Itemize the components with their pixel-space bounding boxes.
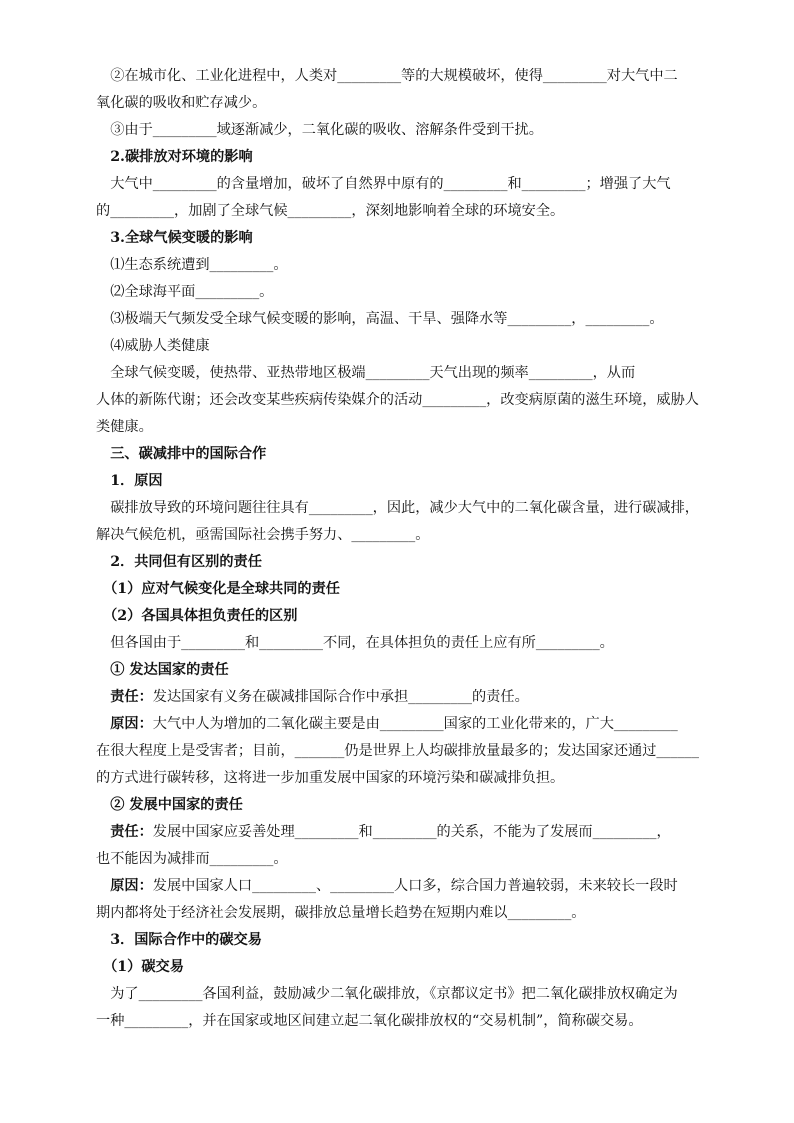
paragraph-line: 解决气候危机，亟需国际社会携手努力、_________。 bbox=[96, 527, 430, 543]
inline-label: 原因： bbox=[110, 716, 153, 732]
paragraph-line: 人体的新陈代谢；还会改变某些疾病传染媒介的活动_________，改变病原菌的滋生环境，威胁人 bbox=[96, 392, 699, 408]
inline-label: 原因： bbox=[110, 878, 153, 894]
paragraph-line: 但各国由于_________和_________不同，在具体担负的责任上应有所_________。 bbox=[96, 635, 614, 651]
paragraph-line: 全球气候变暖，使热带、亚热带地区极端_________天气出现的频率_________，从而 bbox=[96, 365, 636, 381]
line-indent bbox=[96, 716, 110, 732]
section-heading: 2.碳排放对环境的影响 bbox=[96, 149, 253, 165]
section-heading: 3．国际合作中的碳交易 bbox=[96, 932, 262, 948]
paragraph-line: ②在城市化、工业化进程中，人类对_________等的大规模破坏，使得_________对大气中二 bbox=[96, 68, 678, 84]
paragraph-line: ⑷威胁人类健康 bbox=[96, 338, 210, 354]
paragraph-line: 也不能因为减排而_________。 bbox=[96, 851, 288, 867]
inline-label: 责任： bbox=[110, 689, 153, 705]
paragraph-line: ⑵全球海平面_________。 bbox=[96, 284, 274, 300]
paragraph-line: 一种_________，并在国家或地区间建立起二氧化碳排放权的“交易机制”，简称碳交易。 bbox=[96, 1013, 643, 1029]
paragraph-line bbox=[96, 714, 678, 734]
section-heading: 1．原因 bbox=[96, 473, 163, 489]
line-indent bbox=[96, 689, 110, 705]
section-heading: 2．共同但有区别的责任 bbox=[96, 554, 262, 570]
section-heading: 3.全球气候变暖的影响 bbox=[96, 230, 253, 246]
section-heading: ② 发展中国家的责任 bbox=[96, 797, 243, 813]
paragraph-line: ③由于_________域逐渐减少，二氧化碳的吸收、溶解条件受到干扰。 bbox=[96, 122, 543, 138]
line-text: 大气中人为增加的二氧化碳主要是由_________国家的工业化带来的，广大_________ bbox=[152, 716, 678, 732]
section-heading: 三、碳减排中的国际合作 bbox=[96, 446, 267, 462]
paragraph-line: 为了_________各国利益，鼓励减少二氧化碳排放，《京都议定书》把二氧化碳排放权确定为 bbox=[96, 986, 678, 1002]
line-text: 发展中国家应妥善处理_________和_________的关系，不能为了发展而_________， bbox=[152, 824, 671, 840]
line-text: 发展中国家人口_________、_________人口多，综合国力普遍较弱，未来较长一段时 bbox=[152, 878, 678, 894]
line-text: 发达国家有义务在碳减排国际合作中承担_________的责任。 bbox=[152, 689, 529, 705]
line-indent bbox=[96, 824, 110, 840]
line-indent bbox=[96, 878, 110, 894]
paragraph-line: 的_________，加剧了全球气候_________，深刻地影响着全球的环境安全。 bbox=[96, 203, 565, 219]
paragraph-line: 氧化碳的吸收和贮存减少。 bbox=[96, 95, 267, 111]
paragraph-line: 大气中_________的含量增加，破坏了自然界中原有的_________和_________；增强了大气 bbox=[96, 176, 671, 192]
paragraph-line: 在很大程度上是受害者；目前，_______仍是世界上人均碳排放量最多的；发达国家还通过______ bbox=[96, 743, 699, 759]
paragraph-line bbox=[96, 687, 529, 707]
inline-label: 责任： bbox=[110, 824, 153, 840]
paragraph-line: 期内都将处于经济社会发展期，碳排放总量增长趋势在短期内难以_________。 bbox=[96, 905, 586, 921]
paragraph-line: ⑶极端天气频发受全球气候变暖的影响，高温、干旱、强降水等_________，_________。 bbox=[96, 311, 664, 327]
paragraph-line: 的方式进行碳转移，这将进一步加重发展中国家的环境污染和碳减排负担。 bbox=[96, 770, 565, 786]
paragraph-line bbox=[96, 876, 678, 896]
paragraph-line: ⑴生态系统遭到_________。 bbox=[96, 257, 288, 273]
paragraph-line bbox=[96, 822, 671, 842]
section-heading: （2）各国具体担负责任的区别 bbox=[96, 608, 298, 624]
section-heading: （1）碳交易 bbox=[96, 959, 184, 975]
section-heading: ① 发达国家的责任 bbox=[96, 662, 229, 678]
section-heading: （1）应对气候变化是全球共同的责任 bbox=[96, 581, 340, 597]
paragraph-line: 类健康。 bbox=[96, 419, 153, 435]
paragraph-line: 碳排放导致的环境问题往往具有_________，因此，减少大气中的二氧化碳含量，进行碳减排， bbox=[96, 500, 699, 516]
